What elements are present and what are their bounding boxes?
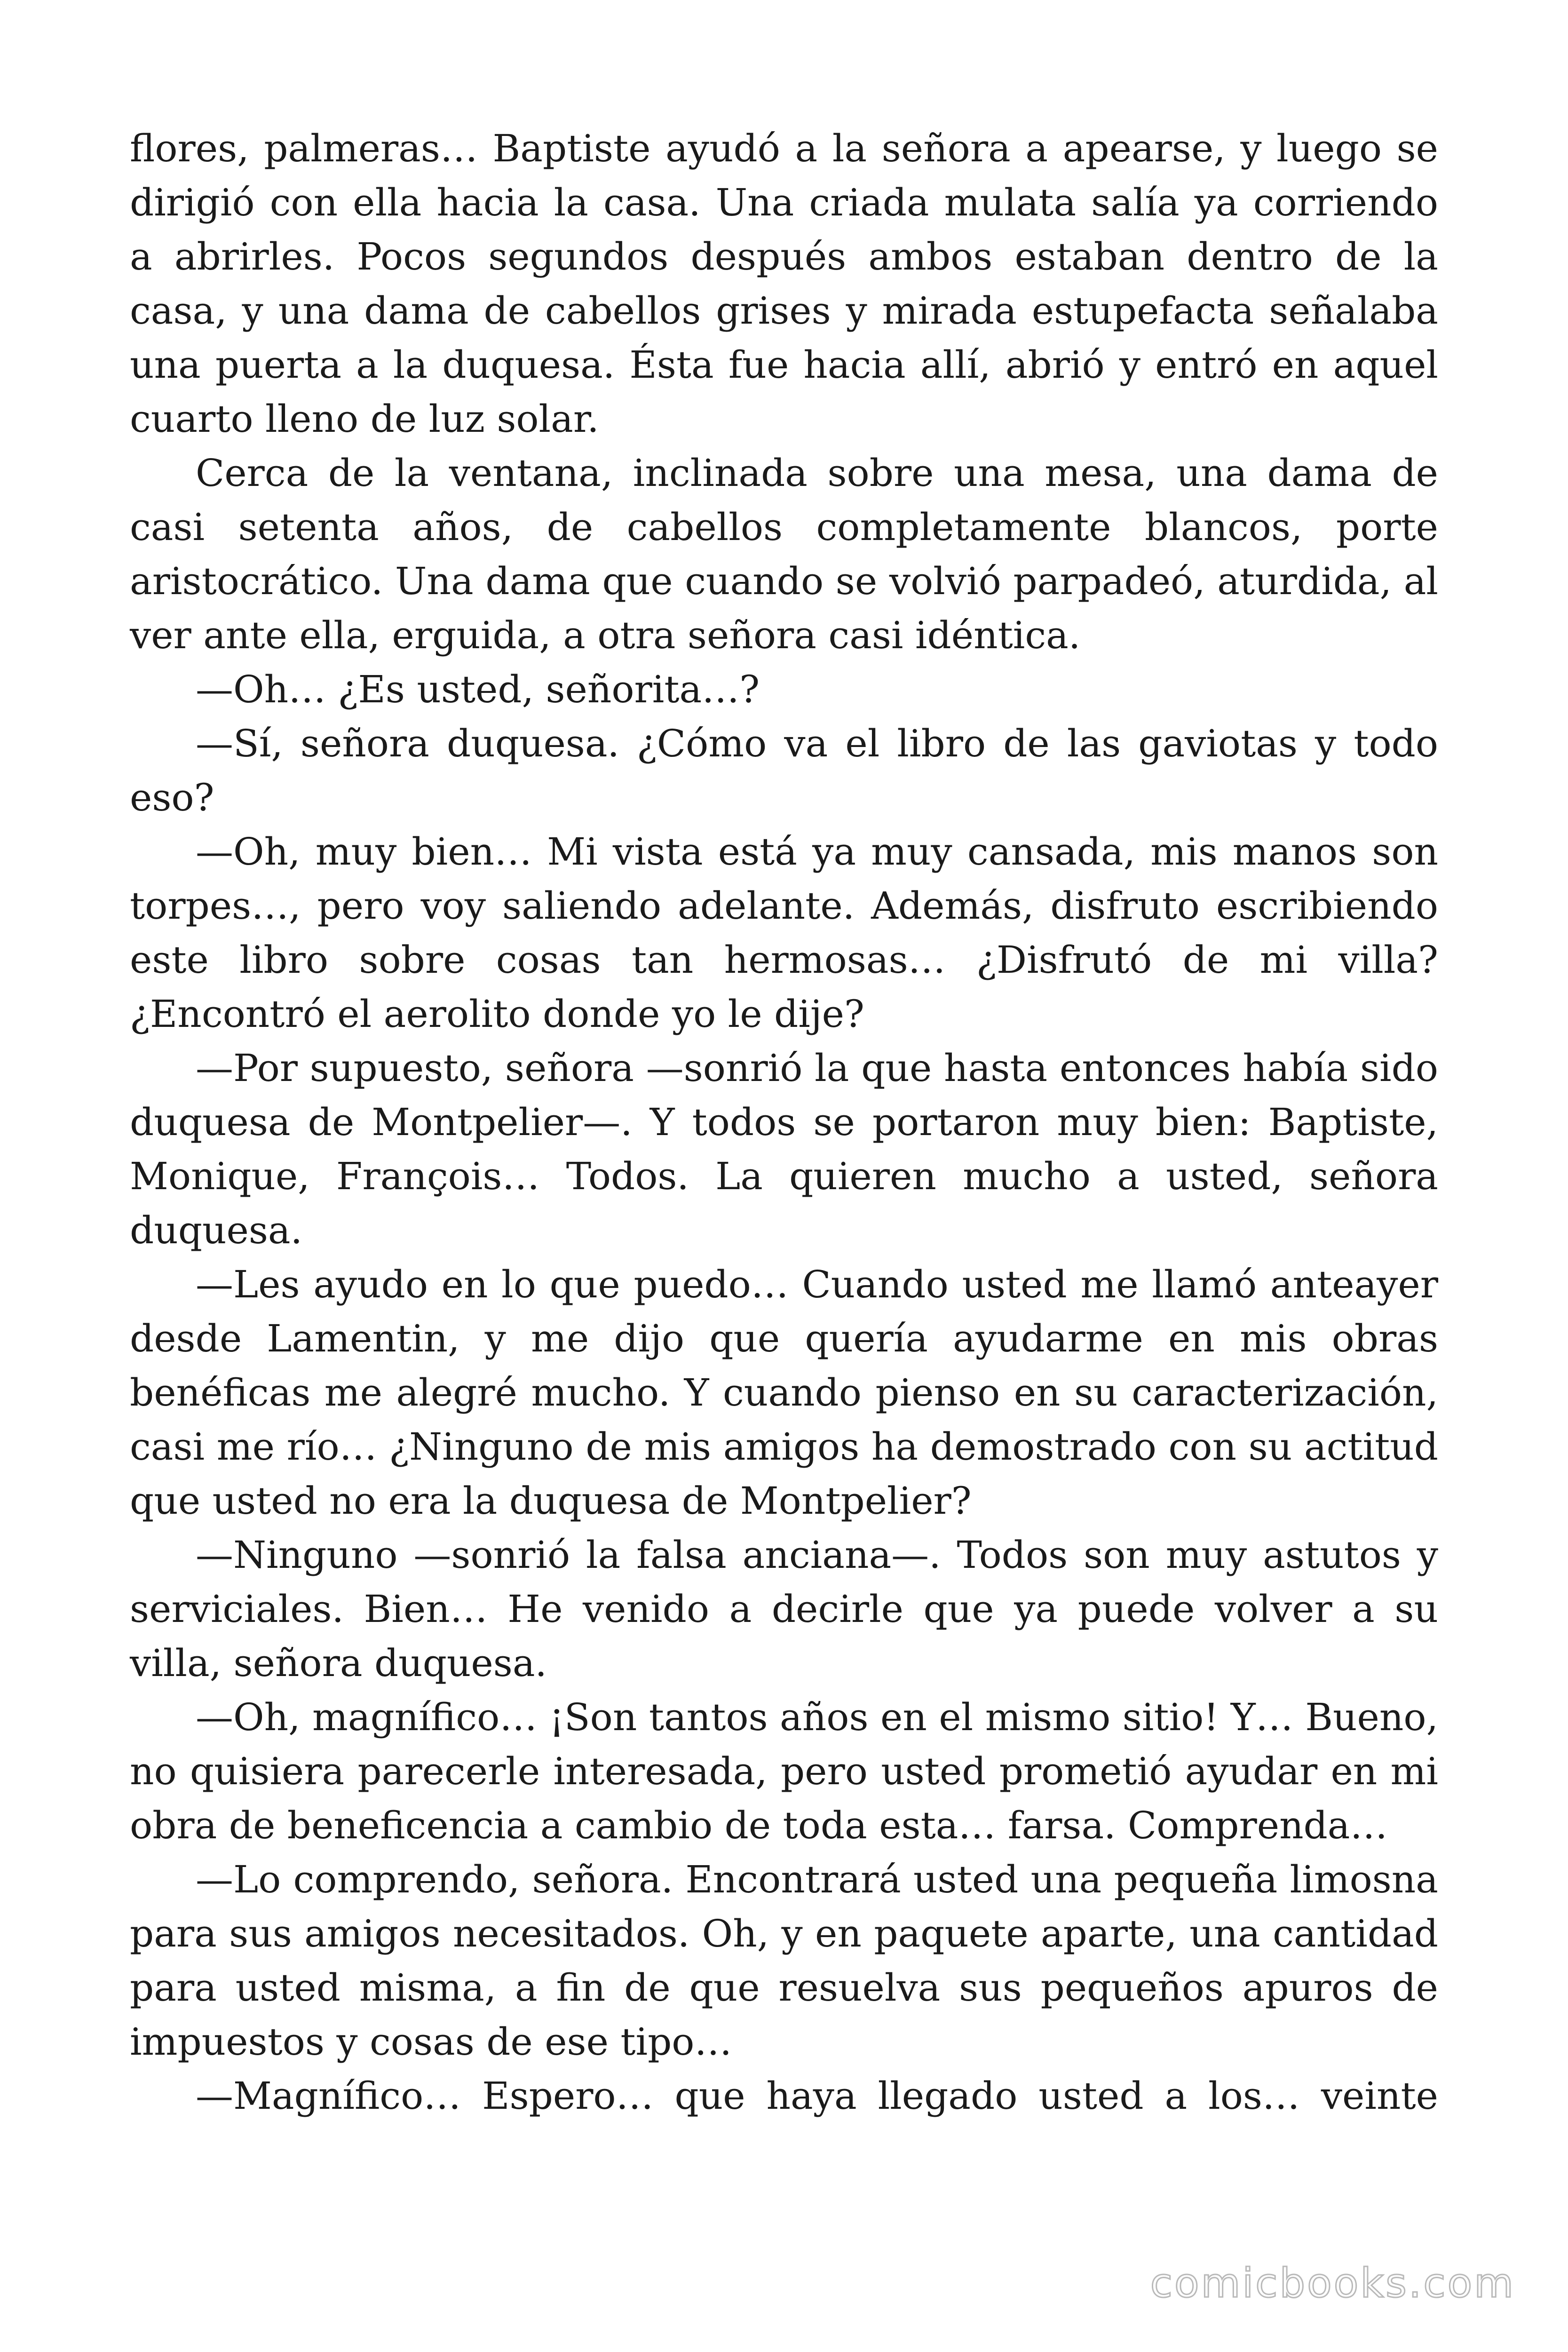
paragraph-4: —Sí, señora duquesa. ¿Cómo va el libro de las gaviotas y todo eso? xyxy=(130,722,1438,819)
page-text xyxy=(130,121,1438,2123)
paragraph-3: —Oh… ¿Es usted, señorita…? xyxy=(196,667,760,711)
paragraph-1: flores, palmeras… Baptiste ayudó a la señora a apearse, y luego se dirigió con ella hacia la casa. Una criada mulata salía ya corriendo a abrirles. Pocos segundos después ambos estaban dentro de la casa, y una dama de cabellos grises y mirada estupefacta señalaba una puerta a la duquesa. Ésta fue hacia allí, abrió y entró en aquel cuarto lleno de luz solar. xyxy=(130,127,1438,441)
paragraph-5: —Oh, muy bien… Mi vista está ya muy cansada, mis manos son torpes…, pero voy saliendo adelante. Además, disfruto escribiendo este libro sobre cosas tan hermosas… ¿Disfrutó de mi villa? ¿Encontró el aerolito donde yo le dije? xyxy=(130,830,1438,1036)
paragraph-9: —Oh, magnífico… ¡Son tantos años en el mismo sitio! Y… Bueno, no quisiera parecerle interesada, pero usted prometió ayudar en mi obra de beneficencia a cambio de toda esta… farsa. Comprenda… xyxy=(130,1695,1438,1847)
paragraph-10: —Lo comprendo, señora. Encontrará usted una pequeña limosna para sus amigos necesitados. Oh, y en paquete aparte, una cantidad para usted misma, a fin de que resuelva sus pequeños apuros de impuestos y cosas de ese tipo… xyxy=(130,1858,1438,2064)
paragraph-6: —Por supuesto, señora —sonrió la que hasta entonces había sido duquesa de Montpelier—. Y todos se portaron muy bien: Baptiste, Monique, François… Todos. La quieren mucho a usted, señora duquesa. xyxy=(130,1046,1438,1252)
paragraph-7: —Les ayudo en lo que puedo… Cuando usted me llamó anteayer desde Lamentin, y me dijo que quería ayudarme en mis obras benéficas me alegré mucho. Y cuando pienso en su caracterización, casi me río… ¿Ninguno de mis amigos ha demostrado con su actitud que usted no era la duquesa de Montpelier? xyxy=(130,1263,1438,1523)
paragraph-2: Cerca de la ventana, inclinada sobre una mesa, una dama de casi setenta años, de cabellos completamente blancos, porte aristocrático. Una dama que cuando se volvió parpadeó, aturdida, al ver ante ella, erguida, a otra señora casi idéntica. xyxy=(130,451,1438,657)
paragraph-8: —Ninguno —sonrió la falsa anciana—. Todos son muy astutos y serviciales. Bien… He venido a decirle que ya puede volver a su villa, señora duquesa. xyxy=(130,1533,1438,1685)
watermark: comicbooks.com xyxy=(1150,2260,1515,2307)
paragraph-11: —Magnífico… Espero… que haya llegado usted a los… veinte xyxy=(196,2074,1438,2118)
